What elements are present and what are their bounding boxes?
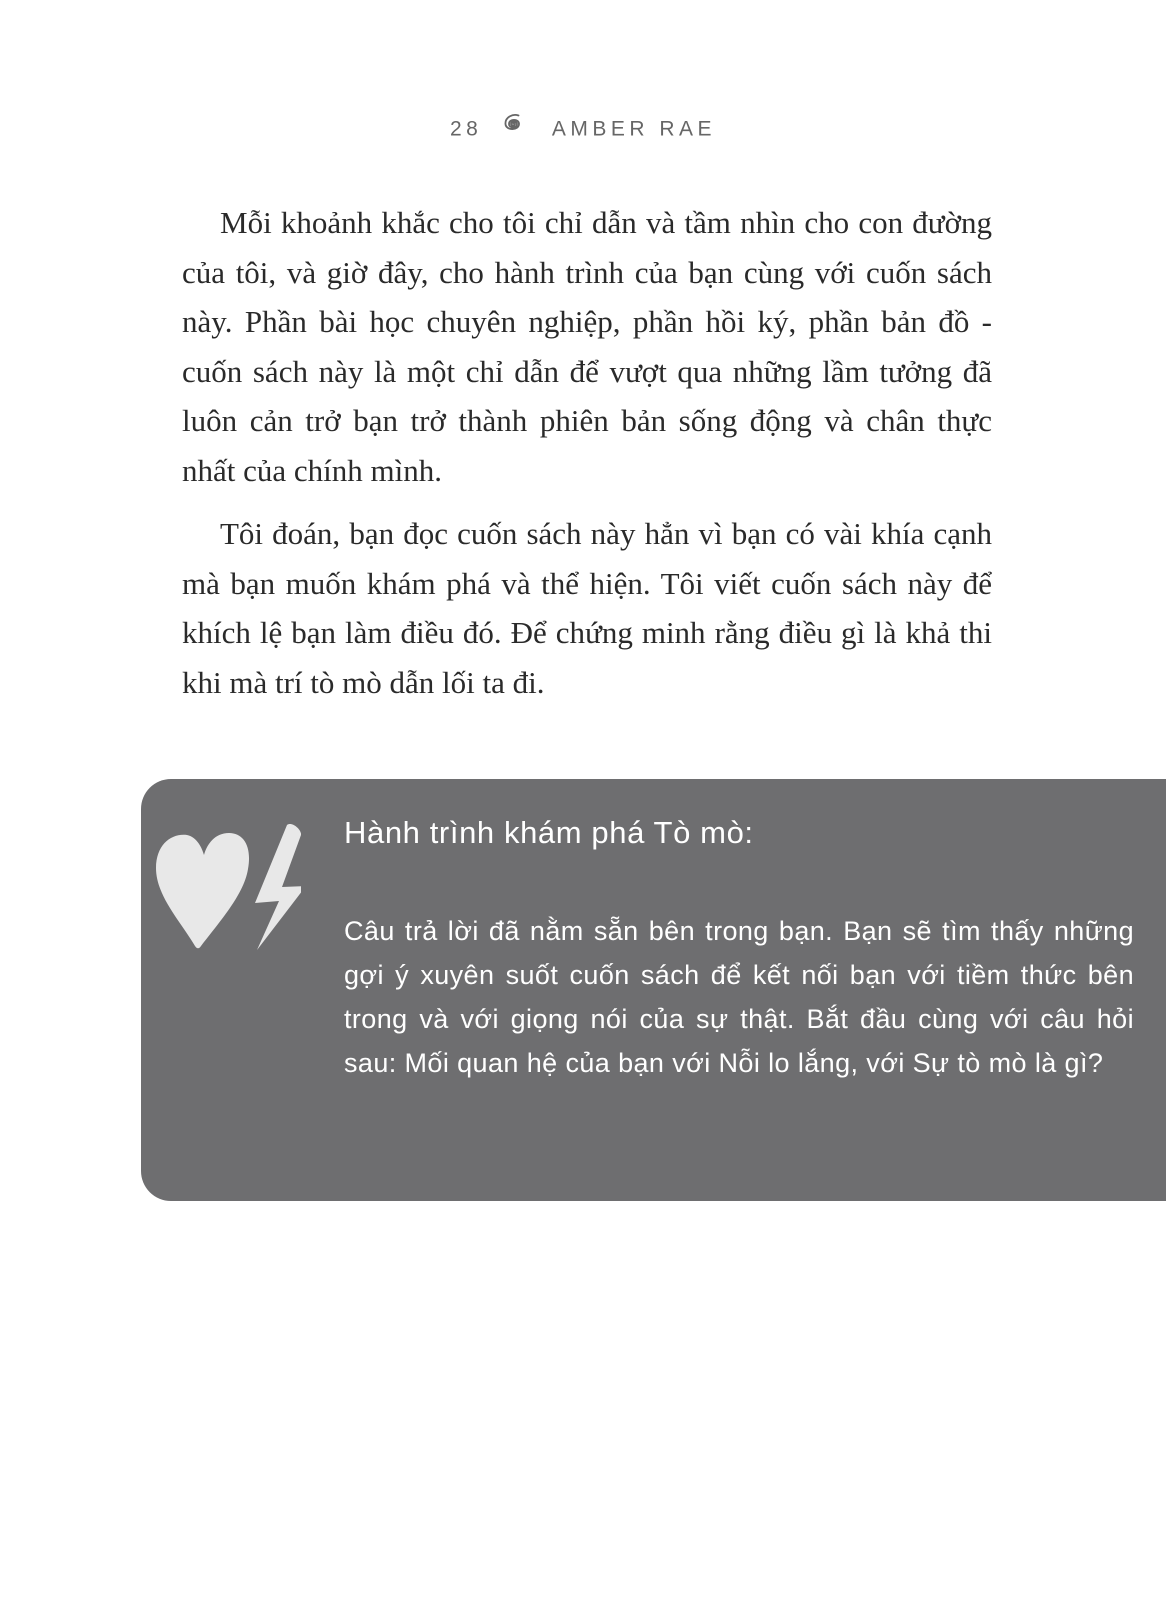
heart-icon — [156, 833, 249, 948]
callout-emblem — [151, 824, 301, 959]
paragraph: Mỗi khoảnh khắc cho tôi chỉ dẫn và tầm nhìn cho con đường của tôi, và giờ đây, cho hành trình của bạn cùng với cuốn sách này. Phần bài học chuyên nghiệp, phần hồi ký, phần bản đồ - cuốn sách này là một chỉ dẫn để vượt qua những lầm tưởng đã luôn cản trở bạn trở thành phiên bản sống động và chân thực nhất của chính mình. — [182, 205, 992, 488]
author-name: AMBER RAE — [551, 117, 717, 141]
spiral-icon — [501, 111, 525, 143]
lightning-icon — [255, 824, 301, 950]
curiosity-callout-box — [141, 779, 1166, 1201]
paragraph: Tôi đoán, bạn đọc cuốn sách này hẳn vì bạn có vài khía cạnh mà bạn muốn khám phá và thể hiện. Tôi viết cuốn sách này để khích lệ bạn làm điều đó. Để chứng minh rằng điều gì là khả thi khi mà trí tò mò dẫn lối ta đi. — [182, 516, 992, 700]
body-text — [182, 198, 992, 721]
callout-title: Hành trình khám phá Tò mò: — [344, 815, 754, 850]
running-header — [0, 117, 1166, 143]
page-number: 28 — [449, 117, 483, 141]
callout-text: Câu trả lời đã nằm sẵn bên trong bạn. Bạn sẽ tìm thấy những gợi ý xuyên suốt cuốn sách để kết nối bạn với tiềm thức bên trong và với giọng nói của sự thật. Bắt đầu cùng với câu hỏi sau: Mối quan hệ của bạn với Nỗi lo lắng, với Sự tò mò là gì? — [344, 916, 1134, 1078]
